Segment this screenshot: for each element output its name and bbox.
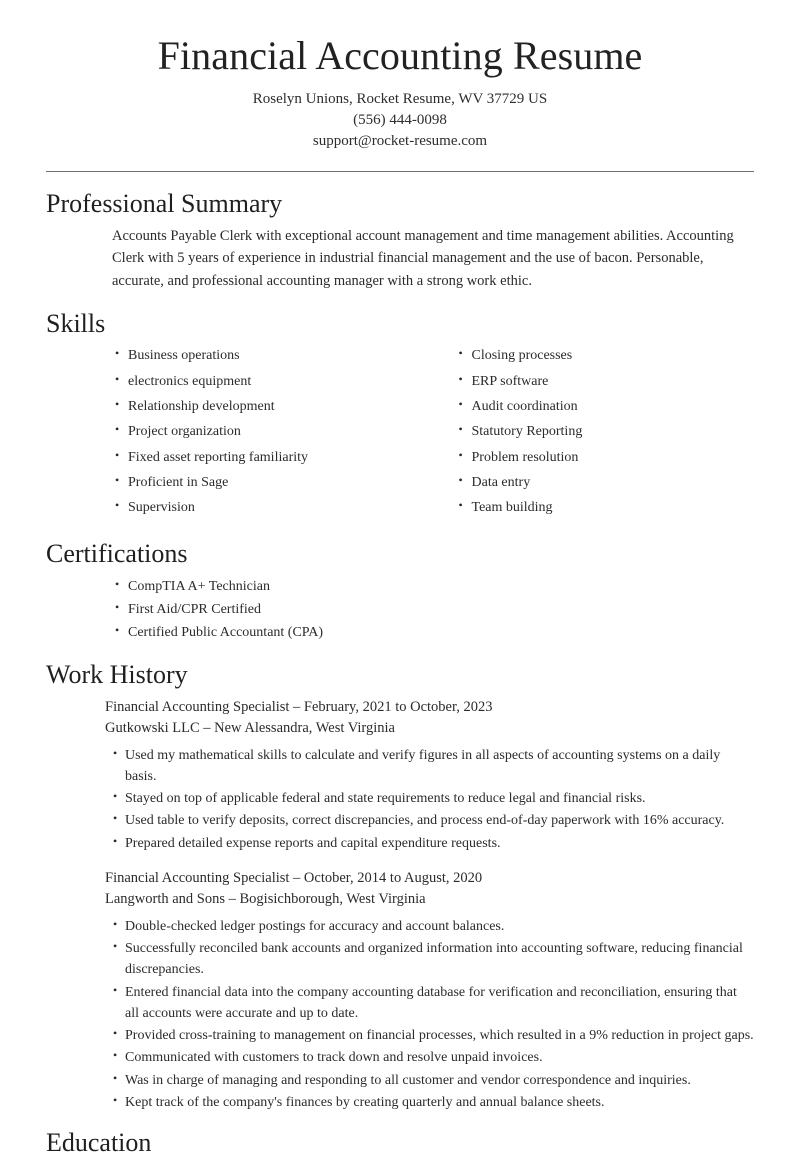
resume-header (0, 0, 800, 153)
certifications-list (115, 576, 754, 644)
list-item: • Communicated with customers to track down and resolve unpaid invoices. (113, 1047, 754, 1068)
list-item: • Team building (459, 497, 755, 518)
job-title-line: Financial Accounting Specialist – October, 2014 to August, 2020 (105, 869, 483, 886)
list-item: • Prepared detailed expense reports and capital expenditure requests. (113, 833, 754, 854)
summary-text: Accounts Payable Clerk with exceptional account management and time management abilities. Accounting Clerk with 5 years of experience in industrial financial management and the use of bacon. Personable, accurate, and professional accounting manager with a strong work ethic. (112, 227, 734, 289)
section-heading-work-history: Work History (46, 660, 188, 690)
list-item: • Used table to verify deposits, correct discrepancies, and process end-of-day paperwork with 16% accuracy. (113, 810, 754, 831)
job-company-line: Gutkowski LLC – New Alessandra, West Virginia (105, 719, 395, 736)
section-certifications (0, 538, 800, 643)
list-item: • Double-checked ledger postings for accuracy and account balances. (113, 916, 754, 937)
job-bullets (113, 916, 754, 1113)
contact-address: Roselyn Unions, Rocket Resume, WV 37729 US (252, 90, 548, 107)
list-item: • Stayed on top of applicable federal and state requirements to reduce legal and financial risks. (113, 788, 754, 809)
job-bullets-wrap (113, 745, 754, 854)
page-title: Financial Accounting Resume (157, 33, 643, 78)
list-item: • Fixed asset reporting familiarity (115, 447, 435, 468)
list-item: • Relationship development (115, 396, 435, 417)
section-education (0, 1127, 800, 1158)
section-heading-skills: Skills (46, 309, 106, 339)
job-bullets-wrap (113, 916, 754, 1113)
section-professional-summary (0, 188, 800, 293)
list-item: • Business operations (115, 345, 435, 366)
work-history-entry (46, 868, 754, 1113)
list-item: • Project organization (115, 421, 435, 442)
list-item: • ERP software (459, 371, 755, 392)
skills-list-left (115, 345, 435, 518)
job-title-line: Financial Accounting Specialist – February, 2021 to October, 2023 (105, 698, 493, 715)
list-item: • Statutory Reporting (459, 421, 755, 442)
section-heading-certifications: Certifications (46, 539, 188, 569)
header-divider (46, 171, 754, 172)
section-skills (0, 308, 800, 522)
skills-column-right (435, 345, 755, 522)
list-item: • CompTIA A+ Technician (115, 576, 754, 597)
list-item: • Certified Public Accountant (CPA) (115, 622, 754, 643)
skills-columns (115, 345, 754, 522)
list-item: • Closing processes (459, 345, 755, 366)
list-item: • Kept track of the company's finances by creating quarterly and annual balance sheets. (113, 1092, 754, 1113)
list-item: • Provided cross-training to management on financial processes, which resulted in a 9% reduction in project gaps. (113, 1025, 754, 1046)
list-item: • Supervision (115, 497, 435, 518)
list-item: • Proficient in Sage (115, 472, 435, 493)
section-work-history (0, 659, 800, 1113)
skills-list-right (459, 345, 755, 518)
list-item: • Successfully reconciled bank accounts and organized information into accounting software, reducing financial discrepancies. (113, 938, 754, 981)
contact-email: support@rocket-resume.com (312, 133, 488, 150)
work-history-entries (46, 697, 754, 1114)
list-item: • Entered financial data into the company accounting database for verification and reconciliation, ensuring that all accounts were accurate and up to date. (113, 982, 754, 1025)
section-heading-education: Education (46, 1128, 152, 1158)
certifications-list-wrap (115, 576, 754, 644)
work-history-entry (46, 697, 754, 854)
list-item: • Audit coordination (459, 396, 755, 417)
list-item: • electronics equipment (115, 371, 435, 392)
list-item: • Was in charge of managing and responding to all customer and vendor correspondence and inquiries. (113, 1070, 754, 1091)
contact-phone: (556) 444-0098 (353, 112, 447, 129)
list-item: • Data entry (459, 472, 755, 493)
list-item: • First Aid/CPR Certified (115, 599, 754, 620)
job-company-line: Langworth and Sons – Bogisichborough, West Virginia (105, 890, 426, 907)
list-item: • Used my mathematical skills to calculate and verify figures in all aspects of accounting systems on a daily basis. (113, 745, 754, 788)
section-heading-summary: Professional Summary (46, 188, 283, 218)
skills-column-left (115, 345, 435, 522)
list-item: • Problem resolution (459, 447, 755, 468)
job-bullets (113, 745, 754, 854)
